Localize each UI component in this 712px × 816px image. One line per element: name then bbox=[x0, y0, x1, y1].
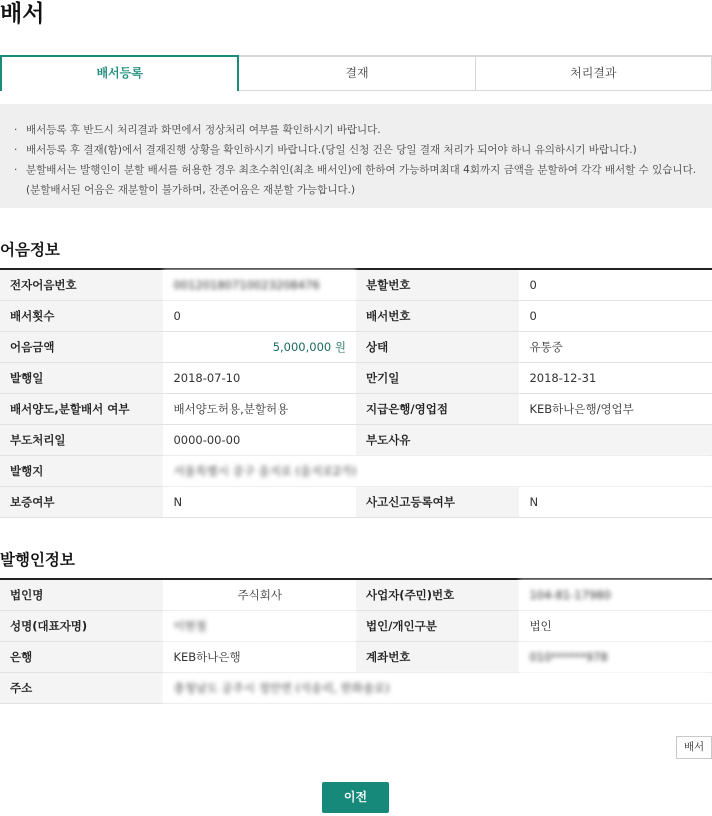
label-status: 상태 bbox=[356, 331, 519, 362]
bullet-icon: · bbox=[14, 124, 18, 136]
value-split-number: 0 bbox=[519, 269, 712, 300]
table-row bbox=[0, 331, 712, 362]
label-paying-bank: 지급은행/영업점 bbox=[356, 393, 519, 424]
label-issue-date: 발행일 bbox=[0, 362, 163, 393]
value-accident-report: N bbox=[519, 486, 712, 517]
label-business-number: 사업자(주민)번호 bbox=[356, 579, 519, 610]
notice-item: · 배서등록 후 반드시 처리결과 화면에서 정상처리 여부를 확인하시기 바랍니다. bbox=[14, 120, 702, 140]
label-representative: 성명(대표자명) bbox=[0, 610, 163, 641]
table-row bbox=[0, 424, 712, 455]
notice-box bbox=[0, 104, 712, 208]
value-endorse-number: 0 bbox=[519, 300, 712, 331]
tab-result[interactable]: 처리결과 bbox=[476, 55, 712, 91]
value-issue-place: 서울특별시 중구 을지로 (을지로2가) bbox=[163, 455, 712, 486]
bullet-icon: · bbox=[14, 144, 18, 156]
label-accident-report: 사고신고등록여부 bbox=[356, 486, 519, 517]
label-bank: 은행 bbox=[0, 641, 163, 672]
value-endorse-count: 0 bbox=[163, 300, 356, 331]
label-entity-type: 법인/개인구분 bbox=[356, 610, 519, 641]
value-dishonor-reason bbox=[519, 424, 712, 455]
table-row bbox=[0, 300, 712, 331]
label-transfer-split: 배서양도,분할배서 여부 bbox=[0, 393, 163, 424]
table-row bbox=[0, 672, 712, 703]
label-address: 주소 bbox=[0, 672, 163, 703]
label-due-date: 만기일 bbox=[356, 362, 519, 393]
prev-button[interactable]: 이전 bbox=[322, 782, 389, 813]
table-row bbox=[0, 610, 712, 641]
value-corp-name: 주식회사 bbox=[163, 579, 356, 610]
tab-endorse-register[interactable]: 배서등록 bbox=[0, 55, 239, 91]
table-row bbox=[0, 641, 712, 672]
section-title-bill-info: 어음정보 bbox=[0, 241, 60, 259]
value-issue-date: 2018-07-10 bbox=[163, 362, 356, 393]
label-endorse-number: 배서번호 bbox=[356, 300, 519, 331]
value-bill-amount: 5,000,000 원 bbox=[163, 331, 356, 362]
value-bill-number: 00120180710023208476 bbox=[163, 269, 356, 300]
table-row bbox=[0, 393, 712, 424]
value-business-number: 104-81-17980 bbox=[519, 579, 712, 610]
notice-item: · 분할배서는 발행인이 분할 배서를 허용한 경우 최초수취인(최초 배서인)에 한하여 가능하며최대 4회까지 금액을 분할하여 각각 배서할 수 있습니다. bbox=[14, 160, 702, 180]
value-dishonor-date: 0000-00-00 bbox=[163, 424, 356, 455]
label-corp-name: 법인명 bbox=[0, 579, 163, 610]
tab-approval[interactable]: 결재 bbox=[239, 55, 475, 91]
notice-item: · 배서등록 후 결재(함)에서 결재진행 상황을 확인하시기 바랍니다.(당일 신청 건은 당일 결재 처리가 되어야 하니 유의하시기 바랍니다.) bbox=[14, 140, 702, 160]
label-account-number: 계좌번호 bbox=[356, 641, 519, 672]
issuer-info-table bbox=[0, 578, 712, 704]
section-title-issuer-info: 발행인정보 bbox=[0, 551, 75, 569]
notice-item: (분할배서된 어음은 재분할이 불가하며, 잔존어음은 재분할 가능합니다.) bbox=[26, 184, 356, 196]
bill-info-table bbox=[0, 268, 712, 518]
value-address: 충청남도 공주시 정안면 (석송리, 한화솔로) bbox=[163, 672, 712, 703]
value-account-number: 010******978 bbox=[519, 641, 712, 672]
value-bank: KEB하나은행 bbox=[163, 641, 356, 672]
table-row bbox=[0, 362, 712, 393]
value-status: 유통중 bbox=[519, 331, 712, 362]
value-due-date: 2018-12-31 bbox=[519, 362, 712, 393]
value-guarantee: N bbox=[163, 486, 356, 517]
label-bill-number: 전자어음번호 bbox=[0, 269, 163, 300]
label-endorse-count: 배서횟수 bbox=[0, 300, 163, 331]
tab-bar bbox=[0, 55, 712, 91]
value-representative: 이현철 bbox=[163, 610, 356, 641]
table-row bbox=[0, 269, 712, 300]
table-row bbox=[0, 579, 712, 610]
value-paying-bank: KEB하나은행/영업부 bbox=[519, 393, 712, 424]
label-dishonor-reason: 부도사유 bbox=[356, 424, 519, 455]
endorse-button[interactable]: 배서 bbox=[676, 736, 712, 759]
label-guarantee: 보증여부 bbox=[0, 486, 163, 517]
table-row bbox=[0, 486, 712, 517]
page-title: 배서 bbox=[0, 1, 45, 27]
table-row bbox=[0, 455, 712, 486]
value-entity-type: 법인 bbox=[519, 610, 712, 641]
value-transfer-split: 배서양도허용,분할허용 bbox=[163, 393, 356, 424]
bullet-icon: · bbox=[14, 164, 18, 176]
label-bill-amount: 어음금액 bbox=[0, 331, 163, 362]
label-split-number: 분할번호 bbox=[356, 269, 519, 300]
label-issue-place: 발행지 bbox=[0, 455, 163, 486]
label-dishonor-date: 부도처리일 bbox=[0, 424, 163, 455]
